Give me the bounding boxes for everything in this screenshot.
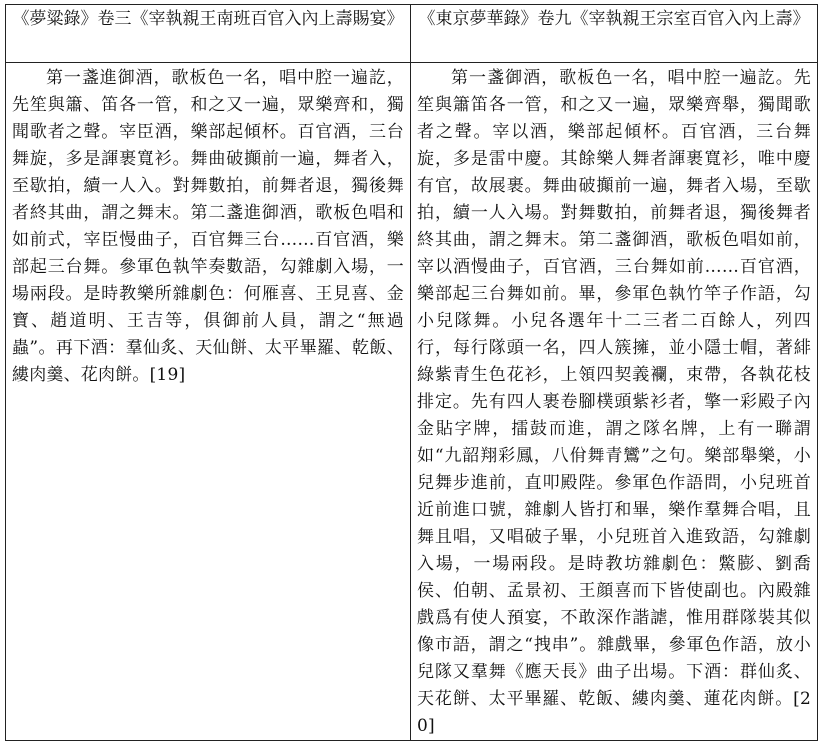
header-cell-mengliang-lu — [6, 5, 411, 63]
table-body-row — [6, 63, 818, 741]
passage-text-left: 第一盞進御酒，歌板色一名，唱中腔一遍訖，先笙與簫、笛各一管，和之又一遍，眾樂齊和，獨聞歌者之聲。宰臣酒，樂部起傾杯。百官酒，三台舞旋，多是諢裹寬衫。舞曲破攧前一遍，舞者入，至歇拍，續一人入。對舞數拍，前舞者退，獨後舞者終其曲，謂之舞末。第二盞進御酒，歌板色唱和如前式，宰臣慢曲子，百官舞三台……百官酒，樂部起三台舞。參軍色執竿奏數語，勾雜劇入場，一場兩段。是時教樂所雜劇色：何雁喜、王見喜、金寶、趙道明、王吉等，俱御前人員，謂之“無過蟲”。再下酒：羣仙炙、天仙餅、太平畢羅、乾飯、縷肉羹、花肉餅。[19] — [12, 68, 404, 385]
passage-text-right: 第一盞御酒，歌板色一名，唱中腔一遍訖。先笙與簫笛各一管，和之又一遍，眾樂齊舉，獨聞歌者之聲。宰以酒，樂部起傾杯。百官酒，三台舞旋，多是雷中慶。其餘樂人舞者諢裹寬衫，唯中慶有官，故展裹。舞曲破攧前一遍，舞者入場，至歇拍，續一人入場。對舞數拍，前舞者退，獨後舞者終其曲，謂之舞末。第二盞御酒，歌板色唱如前，宰以酒慢曲子，百官酒，三台舞如前……百官酒，樂部起三台舞如前。畢，參軍色執竹竿子作語，勾小兒隊舞。小兒各選年十二三者二百餘人，列四行，每行隊頭一名，四人簇擁，並小隱士帽，著緋綠紫青生色花衫，上領四契義襴，束帶，各執花枝排定。先有四人裹卷腳樸頭紫衫者，擎一彩殿子內金貼字牌，擂鼓而進，謂之隊名牌，上有一聯謂如“九韶翔彩鳳，八佾舞青鸞”之句。樂部舉樂，小兒舞步進前，直叩殿陛。參軍色作語問，小兒班首近前進口號，雜劇人皆打和畢，樂作羣舞合唱，且舞且唱，又唱破子畢，小兒班首入進致語，勾雜劇入場，一場兩段。是時教坊雜劇色：鱉膨、劉喬侯、伯朝、孟景初、王顔喜而下皆使副也。內殿雜戲爲有使人預宴，不敢深作諧謔，惟用群隊裝其似像市語，謂之“拽串”。雜戲畢，參軍色作語，放小兒隊又羣舞《應天長》曲子出場。下酒：群仙炙、天花餅、太平畢羅、乾飯、縷肉羹、蓮花肉餅。[20] — [417, 68, 811, 736]
header-text-right: 《東京夢華錄》卷九《宰執親王宗室百官入內上壽》 — [418, 9, 810, 29]
table-header-row — [6, 5, 818, 63]
header-text-left: 《夢粱錄》卷三《宰執親王南班百官入內上壽賜宴》 — [12, 9, 404, 29]
comparison-table — [5, 4, 818, 741]
body-cell-mengliang-lu — [6, 63, 411, 741]
body-cell-dongjing-menghua-lu — [411, 63, 818, 741]
header-cell-dongjing-menghua-lu — [411, 5, 818, 63]
